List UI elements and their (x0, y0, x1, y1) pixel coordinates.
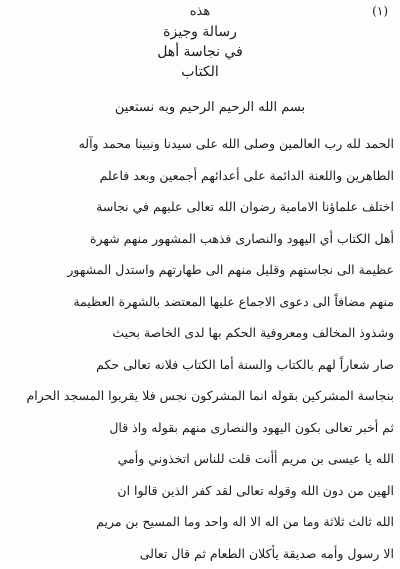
header-line-2: رسالة وجيزة (60, 22, 340, 42)
body-line-3: اختلف علماؤنا الامامية رضوان الله تعالى عليهم في نجاسة (8, 191, 394, 223)
body-line-10: ثم أخبر تعالى بكون اليهود والنصارى منهم بقوله واذ قال (8, 412, 394, 444)
body-line-11: الله يا عيسى بن مريم أأنت قلت للناس اتخذوني وأمي (8, 443, 394, 475)
body-line-1: الحمد لله رب العالمين وصلى الله على سيدنا ونبينا محمد وآله (8, 128, 394, 160)
body-line-9: بنجاسة المشركين بقوله انما المشركون نجس فلا يقربوا المسجد الحرام (8, 380, 394, 412)
faint-watermark: ⠀ (30, 250, 370, 324)
document-header (60, 2, 340, 82)
page-number: (١) (372, 4, 388, 18)
body-line-2: الطاهرين واللعنة الدائمة على أعدائهم أجمعين وبعد فاعلم (8, 160, 394, 192)
header-line-4: الكتاب (60, 62, 340, 82)
body-line-14: الا رسول وأمه صديقة يأكلان الطعام ثم قال تعالى (8, 538, 394, 569)
body-line-12: الهين من دون الله وقوله تعالى لقد كفر الذين قالوا ان (8, 475, 394, 507)
body-line-13: الله ثالث ثلاثة وما من اله الا اله واحد وما المسيح بن مريم (8, 506, 394, 538)
body-line-8: صار شعاراً لهم بالكتاب والسنة أما الكتاب فلانه تعالى حكم (8, 349, 394, 381)
body-text (8, 128, 394, 569)
header-line-1: هذه (60, 2, 340, 22)
header-line-3: في نجاسة أهل (60, 42, 340, 62)
body-line-7: وشذوذ المخالف ومعروفية الحكم بها لدى الخاصة بحيث (8, 317, 394, 349)
body-line-5: عظيمة الى نجاستهم وقليل منهم الى طهارتهم واستدل المشهور (8, 254, 394, 286)
body-line-6: منهم مضافاً الى دعوى الاجماع عليها المعتضد بالشهرة العظيمة (8, 286, 394, 318)
body-line-4: أهل الكتاب أي اليهود والنصارى فذهب المشهور منهم شهرة (8, 223, 394, 255)
basmala: بسم الله الرحيم الرحيم وبه نستعين (60, 100, 360, 115)
